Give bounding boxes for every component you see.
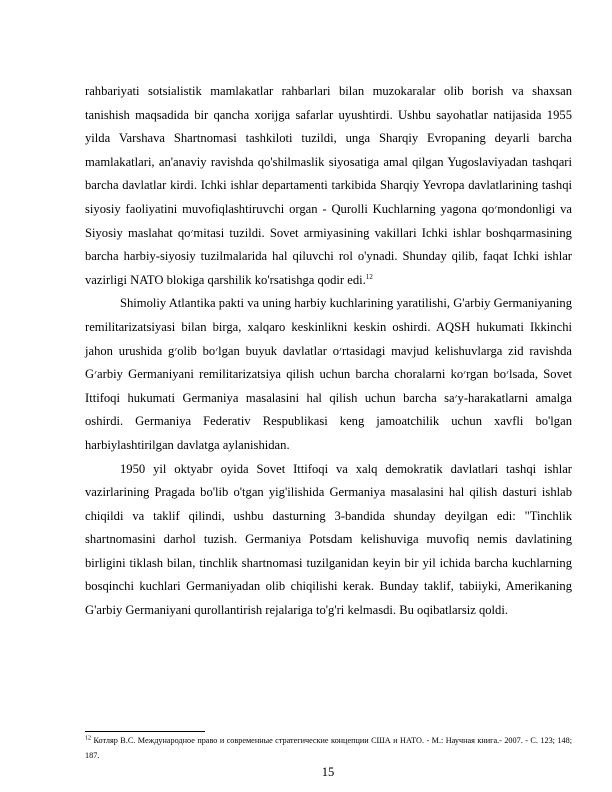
paragraph-3-text: 1950 yil oktyabr oyida Sovet Ittifoqi va xalq demokratik davlatlari tashqi ishlar vazirlarining Pragada bo'lib o'tgan yig'ilishida Germaniya masalasini hal qilish dasturi ishlab chiqildi va taklif qilindi, ushbu dasturning 3-bandida shunday deyilgan edi: "Tinchlik shartnomasini darhol tuzish. Germaniya Potsdam kelishuviga muvofiq nemis davlatining birligini tiklash bilan, tinchlik shartnomasi tuzilganidan keyin bir yil ichida barcha kuchlarning bosqinchi kuchlari Germaniyadan olib chiqilishi kerak. Bunday taklif, tabiiyki, Amerikaning G'arbiy Germaniyani qurollantirish rejalariga to'g'ri kelmasdi. Bu oqibatlarsiz qoldi. (85, 461, 572, 618)
paragraph-2 (85, 292, 572, 457)
footnote (85, 733, 572, 763)
paragraph-1 (85, 80, 572, 292)
footnote-marker: 12 (85, 735, 91, 742)
page-number: 15 (321, 765, 335, 779)
paragraph-3 (85, 458, 572, 623)
footnote-text: Котляр В.С. Международное право и современные стратегические концепции США и НАТО. - М.: Научная книга.- 2007. - С. 123; 148; 187. (85, 736, 572, 760)
footnote-reference[interactable]: 12 (365, 272, 373, 281)
paragraph-2-text: Shimoliy Atlantika pakti va uning harbiy kuchlarining yaratilishi, G'arbiy Germaniyaning remilitarizatsiyasi bilan birga, xalqaro keskinlikni keskin oshirdi. AQSH hukumati Ikkinchi jahon urushida g׳olib bo׳lgan buyuk davlatlar o׳rtasidagi mavjud kelishuvlarga zid ravishda G׳arbiy Germaniyani remilitarizatsiya qilish uchun barcha choralarni ko׳rgan bo׳lsada, Sovet Ittifoqi hukumati Germaniya masalasini hal qilish uchun barcha sa׳y-harakatlarni amalga oshirdi. Germaniya Federativ Respublikasi keng jamoatchilik uchun xavfli bo'lgan harbiylashtirilgan davlatga aylanishidan. (85, 296, 573, 452)
footnote-separator (85, 731, 205, 732)
body-text (85, 80, 572, 623)
paragraph-1-text: rahbariyati sotsialistik mamlakatlar rahbarlari bilan muzokaralar olib borish va shaxsan tanishish maqsadida bir qancha xorijga safarlar uyushtirdi. Ushbu sayohatlar natijasida 1955 yilda Varshava Shartnomasi tashkiloti tuzildi, unga Sharqiy Evropaning deyarli barcha mamlakatlari, an'anaviy ravishda qo'shilmaslik siyosatiga amal qilgan Yugoslaviyadan tashqari barcha davlatlar kirdi. Ichki ishlar departamenti tarkibida Sharqiy Yevropa davlatlarining tashqi siyosiy faoliyatini muvofiqlashtiruvchi organ - Qurolli Kuchlarning yagona qo׳mondonligi va Siyosiy maslahat qo׳mitasi tuzildi. Sovet armiyasining vakillari Ichki ishlar boshqarmasining barcha harbiy-siyosiy tuzilmalarida hal qiluvchi rol o'ynadi. Shunday qilib, faqat Ichki ishlar vazirligi NATO blokiga qarshilik ko'rsatishga qodir edi. (85, 84, 573, 287)
